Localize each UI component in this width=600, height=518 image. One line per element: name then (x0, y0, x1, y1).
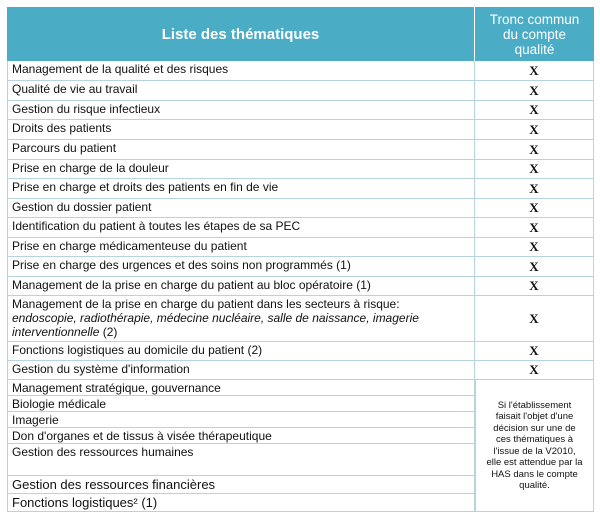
row-label: Gestion du risque infectieux (7, 101, 475, 120)
table-row (7, 342, 594, 361)
row-mark: X (475, 238, 594, 257)
row-label: Prise en charge des urgences et des soins non programmés (1) (7, 257, 475, 277)
row-mark: X (475, 361, 594, 380)
table-row (7, 444, 475, 476)
header-tronc-commun (475, 7, 594, 61)
row-mark: X (475, 257, 594, 277)
table-row (7, 81, 594, 101)
table-row (7, 277, 594, 296)
row-label: Gestion du système d'information (7, 361, 475, 380)
row-mark: X (475, 81, 594, 101)
row-mark: X (475, 160, 594, 179)
header-themes (7, 7, 475, 61)
table-row (7, 428, 475, 444)
row-label: Don d'organes et de tissus à visée thérapeutique (7, 428, 475, 444)
row-mark: X (475, 296, 594, 342)
row-mark: X (475, 199, 594, 218)
row-mark: X (475, 140, 594, 160)
risk-row-footnote: (2) (102, 325, 118, 339)
table-row (7, 179, 594, 199)
table-row (7, 380, 475, 396)
row-mark: X (475, 218, 594, 238)
row-label: Fonctions logistiques² (1) (7, 494, 475, 512)
header-tronc-line-3: qualité (514, 41, 555, 57)
row-label: Prise en charge de la douleur (7, 160, 475, 179)
table-row (7, 257, 594, 277)
table-row (7, 238, 594, 257)
header-tronc-line-2: du compte (502, 26, 567, 42)
v2010-note-text: Si l'établissement faisait l'objet d'une décision sur une de ces thématiques à l'issue de la V2010, elle est attendue par la HAS dans le compte qualité. (486, 399, 583, 491)
table-row (7, 218, 594, 238)
row-label: Management stratégique, gouvernance (7, 380, 475, 396)
table-row (7, 140, 594, 160)
table-row (7, 61, 594, 81)
header-themes-label: Liste des thématiques (161, 25, 320, 43)
row-mark: X (475, 61, 594, 81)
table-row (7, 476, 475, 494)
table-row (7, 120, 594, 140)
row-label: Droits des patients (7, 120, 475, 140)
row-label: Prise en charge médicamenteuse du patient (7, 238, 475, 257)
row-mark: X (475, 101, 594, 120)
row-label: Biologie médicale (7, 396, 475, 412)
header-tronc-line-1: Tronc commun (489, 11, 580, 27)
v2010-note (475, 380, 594, 512)
row-label: Management de la qualité et des risques (7, 61, 475, 81)
table-row (7, 101, 594, 120)
row-label: Identification du patient à toutes les étapes de sa PEC (7, 218, 475, 238)
row-label: Imagerie (7, 412, 475, 428)
row-label: Gestion des ressources financières (7, 476, 475, 494)
thematic-table (7, 7, 594, 512)
table-row-risk-sectors (7, 296, 594, 342)
row-label: Management de la prise en charge du patient au bloc opératoire (1) (7, 277, 475, 296)
row-label-risk-sectors (7, 296, 475, 342)
table-row (7, 199, 594, 218)
table-row (7, 361, 594, 380)
row-label: Parcours du patient (7, 140, 475, 160)
row-mark: X (475, 277, 594, 296)
table-row (7, 396, 475, 412)
row-label: Prise en charge et droits des patients en fin de vie (7, 179, 475, 199)
row-label: Gestion du dossier patient (7, 199, 475, 218)
risk-row-lead: Management de la prise en charge du patient dans les secteurs à risque: (12, 297, 400, 311)
row-label: Gestion des ressources humaines (7, 444, 475, 476)
row-mark: X (475, 179, 594, 199)
table-row (7, 412, 475, 428)
table-row (7, 160, 594, 179)
row-label: Qualité de vie au travail (7, 81, 475, 101)
risk-row-sectors: endoscopie, radiothérapie, médecine nucléaire, salle de naissance, imagerie interventionnelle (12, 311, 419, 339)
row-mark: X (475, 342, 594, 361)
row-mark: X (475, 120, 594, 140)
table-row (7, 494, 475, 512)
row-label: Fonctions logistiques au domicile du patient (2) (7, 342, 475, 361)
